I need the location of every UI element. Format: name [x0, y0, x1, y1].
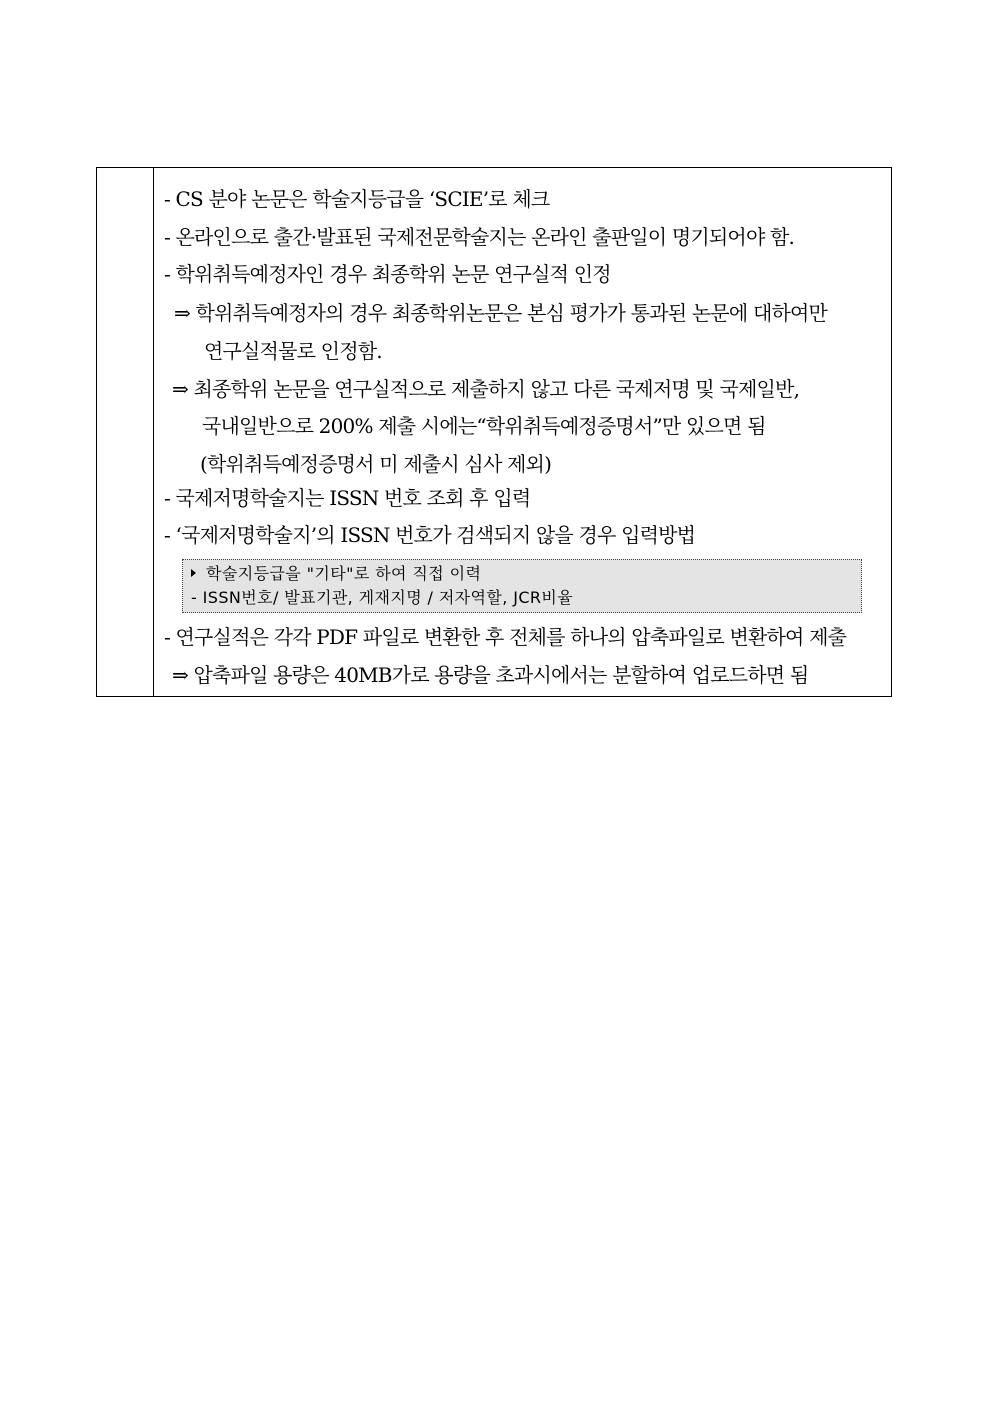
box-line: 학술지등급을 "기타"로 하여 직접 이력	[206, 564, 482, 583]
note-line: - CS 분야 논문은 학술지등급을 ‘SCIE’로 체크	[164, 187, 550, 211]
notes-table	[96, 167, 892, 697]
issn-input-method-box	[182, 559, 862, 613]
note-line: 국내일반으로 200% 제출 시에는“학위취득예정증명서”만 있으면 됨	[202, 414, 766, 438]
note-line: ⇒ 학위취득예정자의 경우 최종학위논문은 본심 평가가 통과된 논문에 대하여만	[174, 301, 828, 325]
note-line: - 연구실적은 각각 PDF 파일로 변환한 후 전체를 하나의 압축파일로 변환하여 제출	[164, 625, 847, 649]
note-line: - 학위취득예정자인 경우 최종학위 논문 연구실적 인정	[164, 262, 611, 286]
note-line: (학위취득예정증명서 미 제출시 심사 제외)	[200, 452, 552, 476]
note-line: ⇒ 압축파일 용량은 40MB가로 용량을 초과시에서는 분할하여 업로드하면 됨	[172, 663, 809, 687]
triangle-bullet-icon	[191, 569, 196, 577]
box-line: - ISSN번호/ 발표기관, 게재지명 / 저자역할, JCR비율	[191, 588, 574, 607]
note-line: - ‘국제저명학술지’의 ISSN 번호가 검색되지 않을 경우 입력방법	[164, 523, 696, 547]
note-line: ⇒ 최종학위 논문을 연구실적으로 제출하지 않고 다른 국제저명 및 국제일반,	[172, 377, 800, 401]
empty-left-cell	[97, 168, 154, 696]
note-line: - 온라인으로 출간·발표된 국제전문학술지는 온라인 출판일이 명기되어야 함.	[164, 225, 795, 249]
note-line: - 국제저명학술지는 ISSN 번호 조회 후 입력	[164, 486, 531, 510]
note-line: 연구실적물로 인정함.	[204, 339, 382, 363]
notes-content-cell	[154, 168, 891, 696]
